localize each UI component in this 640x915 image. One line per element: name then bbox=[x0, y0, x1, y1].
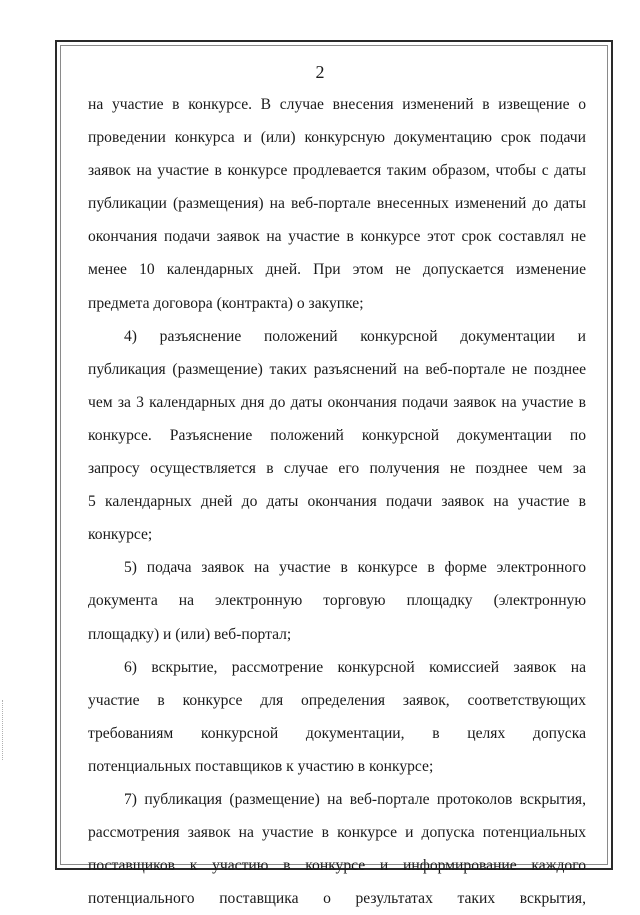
text-line: 7) публикация (размещение) на веб-портале протоколов вскрытия, bbox=[124, 790, 586, 808]
text-line: участие в конкурсе для определения заявок, соответствующих bbox=[88, 691, 586, 709]
text-line: рассмотрения заявок на участие в конкурсе и допуска потенциальных bbox=[88, 824, 586, 842]
text-line: требованиям конкурсной документации, в целях допуска bbox=[88, 724, 586, 742]
text-line: потенциальных поставщиков к участию в конкурсе; bbox=[88, 757, 434, 775]
text-line: документа на электронную торговую площадку (электронную bbox=[88, 592, 586, 610]
text-line: запросу осуществляется в случае его получения не позднее чем за bbox=[88, 460, 586, 478]
scan-edge-marks bbox=[2, 700, 9, 760]
text-line: менее 10 календарных дней. При этом не допускается изменение bbox=[88, 261, 586, 279]
text-line: потенциального поставщика о результатах таких вскрытия, bbox=[88, 890, 586, 908]
text-line: 5) подача заявок на участие в конкурсе в форме электронного bbox=[124, 559, 586, 577]
text-line: 6) вскрытие, рассмотрение конкурсной комиссией заявок на bbox=[124, 658, 586, 676]
text-line: публикации (размещения) на веб-портале внесенных изменений до даты bbox=[88, 195, 586, 213]
text-line: окончания подачи заявок на участие в конкурсе этот срок составлял не bbox=[88, 228, 586, 246]
text-line: предмета договора (контракта) о закупке; bbox=[88, 294, 364, 312]
page-number: 2 bbox=[315, 62, 325, 82]
document-body bbox=[88, 88, 586, 915]
text-line: площадку) и (или) веб-портал; bbox=[88, 625, 292, 643]
text-line: проведении конкурса и (или) конкурсную документацию срок подачи bbox=[88, 129, 586, 147]
text-line: на участие в конкурсе. В случае внесения изменений в извещение о bbox=[88, 96, 586, 113]
text-line: 4) разъяснение положений конкурсной документации и bbox=[124, 327, 586, 345]
text-line: конкурсе; bbox=[88, 526, 153, 544]
text-line: заявок на участие в конкурсе продлевается таким образом, чтобы с даты bbox=[88, 162, 586, 180]
text-line: 5 календарных дней до даты окончания подачи заявок на участие в bbox=[88, 493, 586, 511]
text-line: публикация (размещение) таких разъяснений на веб-портале не позднее bbox=[88, 360, 586, 378]
text-line: конкурсе. Разъяснение положений конкурсной документации по bbox=[88, 426, 586, 444]
text-line: поставщиков к участию в конкурсе и информирование каждого bbox=[88, 857, 586, 875]
text-line: чем за 3 календарных дня до даты окончания подачи заявок на участие в bbox=[88, 393, 586, 411]
